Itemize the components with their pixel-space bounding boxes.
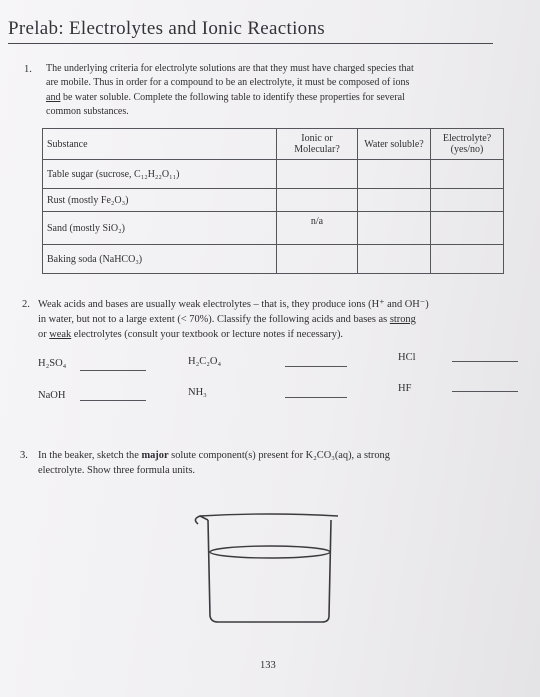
ionic-cell[interactable] [277, 160, 358, 189]
substance-cell: Sand (mostly SiO₂) [43, 212, 277, 245]
header-soluble: Water soluble? [358, 129, 431, 160]
substance-cell: Baking soda (NaHCO₃) [43, 245, 277, 274]
compound-h2c2o4: H₂C₂O₄ [188, 356, 222, 367]
properties-table [42, 128, 504, 274]
table-row [43, 245, 504, 274]
underlined-and: and [46, 91, 61, 103]
compound-h2so4: H₂SO₄ [38, 358, 67, 369]
substance-cell: Rust (mostly Fe₂O₃) [43, 189, 277, 212]
ionic-cell[interactable] [277, 245, 358, 274]
electrolyte-cell[interactable] [431, 189, 504, 212]
answer-blank-nh3[interactable] [285, 397, 347, 398]
question-1-line-3-rest: be water soluble. Complete the following table to identify these properties for several [60, 91, 405, 103]
table-row [43, 212, 504, 245]
compound-naoh: NaOH [38, 390, 66, 401]
answer-blank-h2so4[interactable] [80, 370, 146, 371]
soluble-cell[interactable] [358, 160, 431, 189]
ionic-cell[interactable]: n/a [277, 212, 358, 245]
answer-blank-hcl[interactable] [452, 361, 518, 362]
question-3-line-1 [38, 448, 390, 463]
question-1-line-4: common substances. [46, 106, 129, 118]
question-3-text [38, 448, 390, 478]
question-3-number: 3. [20, 450, 28, 461]
question-2-number: 2. [22, 299, 30, 310]
compound-hcl: HCl [398, 352, 416, 363]
electrolyte-cell[interactable] [431, 160, 504, 189]
question-2-line-3-rest: electrolytes (consult your textbook or lecture notes if necessary). [71, 329, 343, 340]
question-2-line-3-start: or [38, 329, 50, 340]
underlined-weak: weak [49, 329, 72, 340]
soluble-cell[interactable] [358, 245, 431, 274]
electrolyte-cell[interactable] [431, 212, 504, 245]
question-2-line-2 [38, 312, 429, 327]
question-3-line-2: electrolyte. Show three formula units. [38, 465, 195, 476]
question-3-line-1-start: In the beaker, sketch the [38, 450, 142, 461]
question-2-line-3 [38, 327, 429, 342]
question-1-text [46, 62, 414, 120]
substance-cell: Table sugar (sucrose, C₁₂H₂₂O₁₁) [43, 160, 277, 189]
beaker-drawing[interactable] [190, 510, 360, 630]
soluble-cell[interactable] [358, 212, 431, 245]
question-1-line-1: The underlying criteria for electrolyte solutions are that they must have charged species that [46, 63, 414, 74]
table-header-row [43, 129, 504, 160]
question-2-line-2-text: in water, but not to a large extent (< 70%). Classify the following acids and bases as [38, 314, 390, 325]
question-2-text [38, 297, 429, 342]
electrolyte-cell[interactable] [431, 245, 504, 274]
header-ionic: Ionic or Molecular? [277, 129, 358, 160]
table-row [43, 189, 504, 212]
answer-blank-naoh[interactable] [80, 400, 146, 401]
question-1-number: 1. [24, 64, 32, 75]
page-number: 133 [260, 660, 276, 671]
answer-blank-hf[interactable] [452, 391, 518, 392]
answer-blank-h2c2o4[interactable] [285, 366, 347, 367]
compound-nh3: NH₃ [188, 387, 207, 398]
beaker-rim [200, 514, 338, 516]
compound-hf: HF [398, 383, 412, 394]
question-3-line-1-rest: solute component(s) present for K₂CO₃(aq), a strong [168, 450, 390, 461]
soluble-cell[interactable] [358, 189, 431, 212]
table-row [43, 160, 504, 189]
page-title: Prelab: Electrolytes and Ionic Reactions [8, 18, 325, 39]
ionic-cell[interactable] [277, 189, 358, 212]
question-1-line-2: are mobile. Thus in order for a compound to be an electrolyte, it must be composed of ions [46, 77, 410, 89]
underlined-strong: strong [389, 314, 416, 325]
question-1-line-3 [46, 91, 414, 105]
title-rule [8, 43, 493, 44]
beaker-spout [195, 516, 208, 524]
header-substance: Substance [43, 129, 277, 160]
beaker-outline [208, 520, 331, 622]
liquid-surface [210, 546, 330, 558]
bold-major: major [141, 450, 169, 461]
header-electrolyte: Electrolyte? (yes/no) [431, 129, 504, 160]
question-2-line-1: Weak acids and bases are usually weak electrolytes – that is, they produce ions (H⁺ and OH⁻) [38, 299, 429, 310]
